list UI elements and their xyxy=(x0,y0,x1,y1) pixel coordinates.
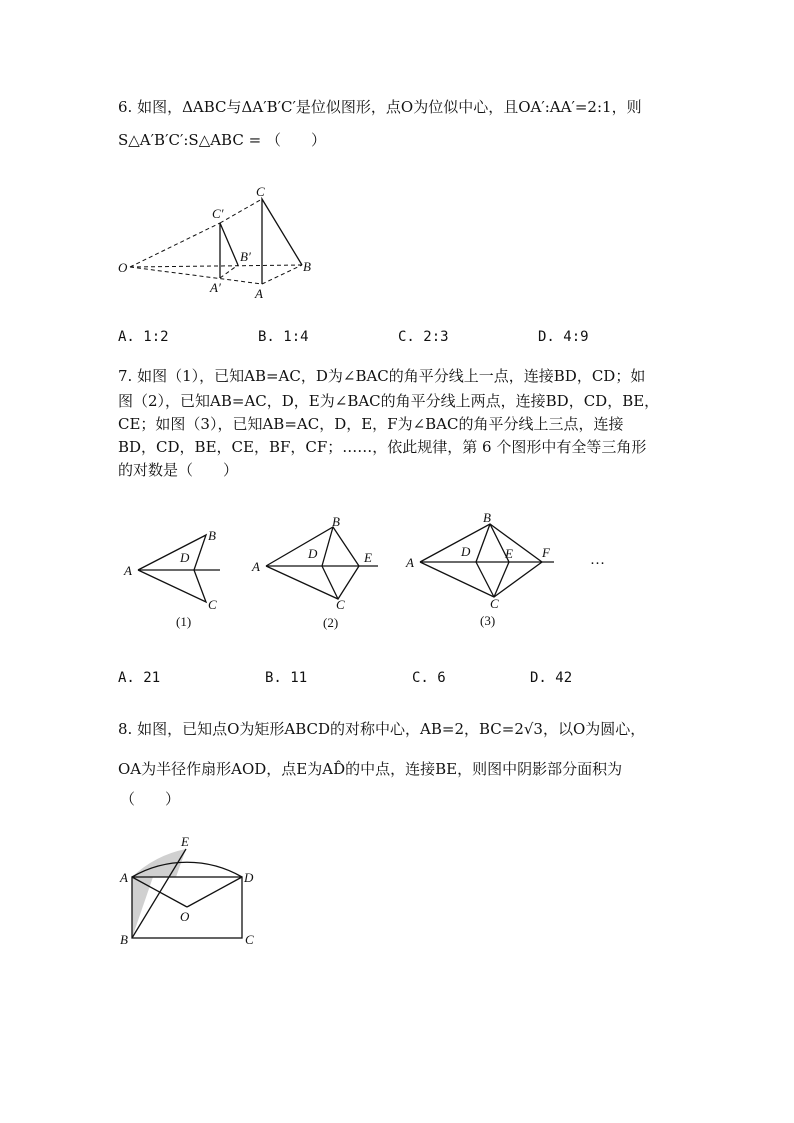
q6-label-C: C xyxy=(256,184,265,199)
q6-option-d[interactable]: D. 4:9 xyxy=(538,329,589,345)
q8-label-C: C xyxy=(245,932,254,947)
q7-fig2-label-C: C xyxy=(336,597,345,612)
q7-fig1-label-A: A xyxy=(124,563,132,578)
q6-option-c[interactable]: C. 2:3 xyxy=(398,329,449,345)
q7-option-c[interactable]: C. 6 xyxy=(412,670,446,686)
q7-fig3-caption: (3) xyxy=(480,613,496,628)
q7-stem-line2: 图（2），已知AB=AC，D，E为∠BAC的角平分线上两点，连接BD，CD，BE， xyxy=(118,392,660,410)
q8-label-O: O xyxy=(180,909,190,924)
q7-fig3-label-D: D xyxy=(461,544,471,559)
q8-label-A: A xyxy=(120,870,128,885)
q7-stem-line5: 的对数是（ ） xyxy=(118,461,239,479)
q7-fig1-caption: (1) xyxy=(176,614,192,629)
q6-label-C-prime: C′ xyxy=(212,206,224,221)
q7-fig3-label-C: C xyxy=(490,596,499,611)
q7-fig3-label-B: B xyxy=(483,510,491,525)
q7-fig3-label-F: F xyxy=(542,545,550,560)
q7-fig2-label-E: E xyxy=(364,550,372,565)
q7-stem-line3: CE；如图（3），已知AB=AC，D，E，F为∠BAC的角平分线上三点，连接 xyxy=(118,415,624,433)
q7-fig2-label-A: A xyxy=(252,559,260,574)
q6-option-b[interactable]: B. 1:4 xyxy=(258,329,309,345)
q6-label-A: A xyxy=(255,286,263,301)
q7-fig1-label-C: C xyxy=(208,597,217,612)
q7-fig3-label-A: A xyxy=(406,555,414,570)
q6-stem-line1: 6. 如图，ΔABC与ΔA′B′C′是位似图形，点O为位似中心，且OA′:AA′=2:1，则 xyxy=(118,98,642,116)
q6-label-B: B xyxy=(303,259,311,274)
q8-label-E: E xyxy=(181,834,189,849)
q8-stem-line3: （ ） xyxy=(120,790,181,808)
q7-fig2-label-D: D xyxy=(308,546,318,561)
q7-fig1-label-B: B xyxy=(208,528,216,543)
q8-label-D: D xyxy=(244,870,254,885)
q6-label-A-prime: A′ xyxy=(210,280,221,295)
q6-option-a[interactable]: A. 1:2 xyxy=(118,329,169,345)
q6-label-O: O xyxy=(118,260,128,275)
q7-option-b[interactable]: B. 11 xyxy=(265,670,308,686)
q8-label-B: B xyxy=(120,932,128,947)
q8-stem-line2: OA为半径作扇形AOD，点E为AD̂的中点，连接BE，则图中阴影部分面积为 xyxy=(118,760,623,778)
q7-fig2-label-B: B xyxy=(332,514,340,529)
q7-stem-line4: BD，CD，BE，CE，BF，CF；……，依此规律，第 6 个图形中有全等三角形 xyxy=(118,438,647,456)
q6-stem-line2: S△A′B′C′:S△ABC = （ ） xyxy=(118,131,326,149)
q8-stem-line1: 8. 如图，已知点O为矩形ABCD的对称中心，AB=2，BC=2√3，以O为圆心， xyxy=(118,720,646,738)
q7-fig1-label-D: D xyxy=(180,550,190,565)
q8-segment-OD xyxy=(187,877,242,907)
q7-fig2-caption: (2) xyxy=(323,615,339,630)
q7-stem-line1: 7. 如图（1），已知AB=AC，D为∠BAC的角平分线上一点，连接BD，CD；如 xyxy=(118,367,646,385)
q7-option-d[interactable]: D. 42 xyxy=(530,670,573,686)
q7-ellipsis: … xyxy=(590,552,605,568)
q7-option-a[interactable]: A. 21 xyxy=(118,670,161,686)
q7-fig3-label-E: E xyxy=(505,546,513,561)
q6-label-B-prime: B′ xyxy=(240,249,251,264)
